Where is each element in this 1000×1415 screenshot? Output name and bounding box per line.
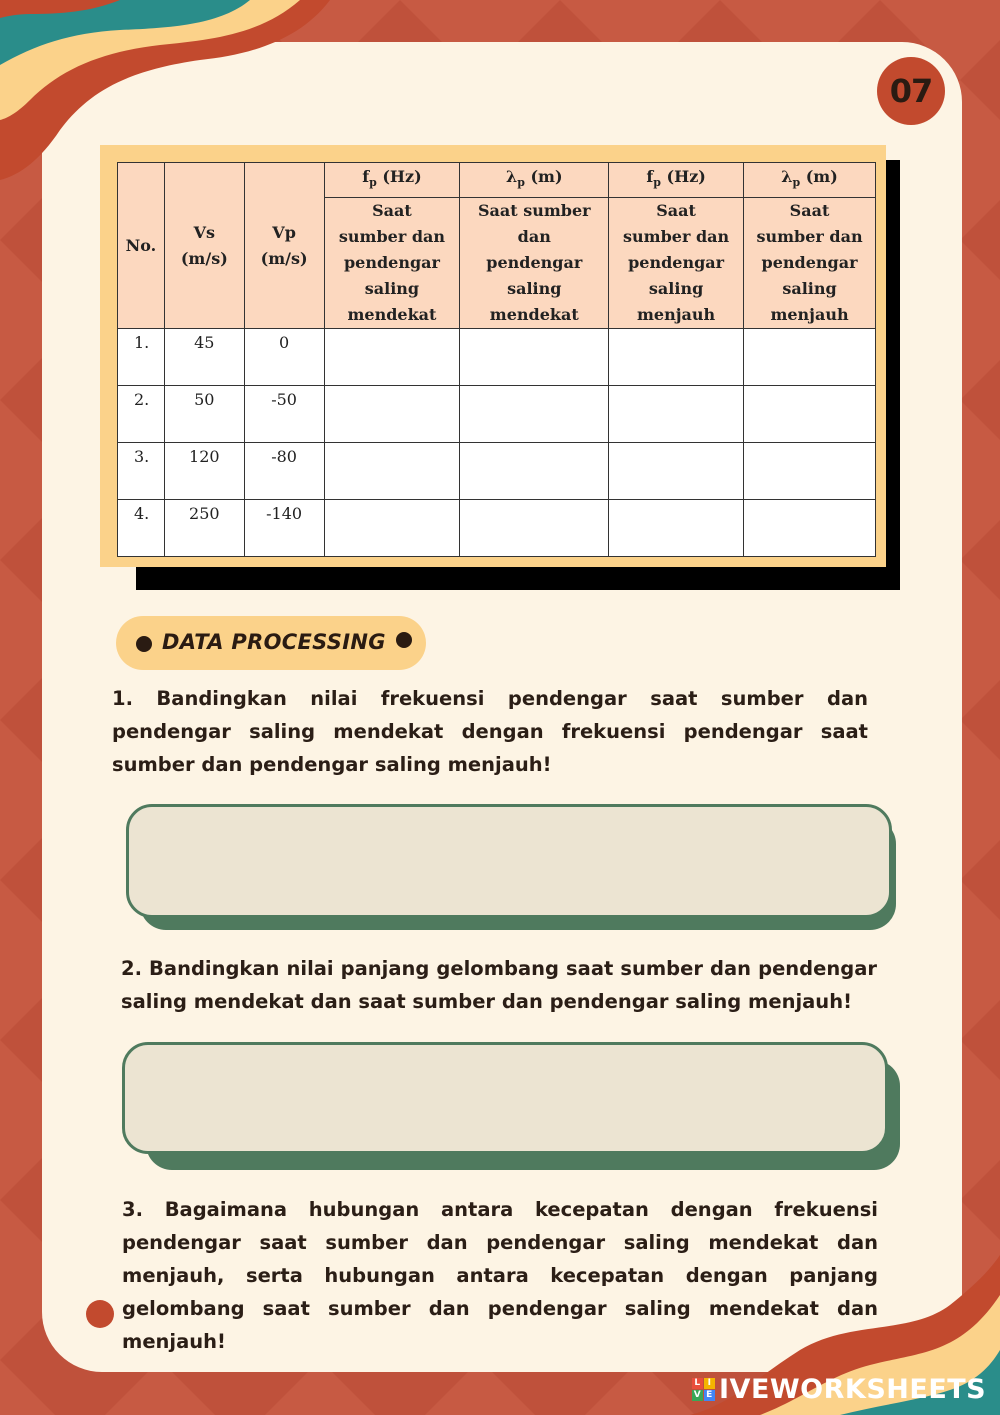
answer-cell[interactable] bbox=[460, 386, 609, 443]
header-fp-2: $f_p$ (Hz) bbox=[609, 163, 744, 198]
answer-cell[interactable] bbox=[609, 443, 744, 500]
table-row bbox=[118, 386, 876, 443]
question-2: 2. Bandingkan nilai panjang gelombang saat sumber dan pendengar saling mendekat dan saat sumber dan pendengar saling menjauh! bbox=[121, 957, 877, 1013]
answer-cell[interactable] bbox=[744, 500, 876, 557]
answer-cell[interactable] bbox=[609, 500, 744, 557]
cell-no: 1. bbox=[118, 329, 165, 386]
answer-cell[interactable] bbox=[609, 386, 744, 443]
section-label-pill bbox=[116, 616, 426, 670]
answer-cell[interactable] bbox=[744, 329, 876, 386]
header-vp: Vp (m/s) bbox=[244, 163, 324, 329]
bullet-dot bbox=[136, 636, 152, 652]
cell-vs: 50 bbox=[164, 386, 244, 443]
data-table bbox=[117, 162, 876, 557]
bullet-dot bbox=[396, 632, 412, 648]
header-lp-1: $\lambda_p$ (m) bbox=[460, 163, 609, 198]
answer-box-2[interactable] bbox=[122, 1042, 888, 1154]
table-row bbox=[118, 443, 876, 500]
section-label: DATA PROCESSING bbox=[162, 630, 386, 654]
page-number-badge: 07 bbox=[877, 57, 945, 125]
subheader-approach-fp: Saat sumber dan pendengar saling mendekat bbox=[324, 198, 460, 329]
cell-vp: -50 bbox=[244, 386, 324, 443]
cell-no: 3. bbox=[118, 443, 165, 500]
decorative-dot bbox=[86, 1300, 114, 1328]
answer-cell[interactable] bbox=[324, 500, 460, 557]
question-1: 1. Bandingkan nilai frekuensi pendengar saat sumber dan pendengar saling mendekat dengan frekuensi pendengar saat sumber dan pendengar saling menjauh! bbox=[112, 687, 868, 776]
answer-cell[interactable] bbox=[324, 443, 460, 500]
liveworksheets-logo: L I V E IVEWORKSHEETS bbox=[693, 1374, 987, 1405]
answer-box-1[interactable] bbox=[126, 804, 892, 918]
subheader-approach-lp: Saat sumber dan pendengar saling mendekat bbox=[460, 198, 609, 329]
answer-cell[interactable] bbox=[609, 329, 744, 386]
cell-vp: -80 bbox=[244, 443, 324, 500]
answer-cell[interactable] bbox=[460, 500, 609, 557]
cell-no: 2. bbox=[118, 386, 165, 443]
table-row bbox=[118, 329, 876, 386]
header-vs: Vs (m/s) bbox=[164, 163, 244, 329]
answer-cell[interactable] bbox=[744, 386, 876, 443]
header-fp-1: $f_p$ (Hz) bbox=[324, 163, 460, 198]
cell-vp: 0 bbox=[244, 329, 324, 386]
header-lp-2: $\lambda_p$ (m) bbox=[744, 163, 876, 198]
header-no: No. bbox=[118, 163, 165, 329]
cell-vs: 120 bbox=[164, 443, 244, 500]
cell-vs: 45 bbox=[164, 329, 244, 386]
question-3: 3. Bagaimana hubungan antara kecepatan dengan frekuensi pendengar saat sumber dan pendengar saling mendekat dan menjauh, serta hubungan antara kecepatan dengan panjang gelombang saat sumber dan pendengar saling mendekat dan menjauh! bbox=[122, 1198, 878, 1353]
subheader-recede-lp: Saat sumber dan pendengar saling menjauh bbox=[744, 198, 876, 329]
subheader-recede-fp: Saat sumber dan pendengar saling menjauh bbox=[609, 198, 744, 329]
cell-vp: -140 bbox=[244, 500, 324, 557]
cell-no: 4. bbox=[118, 500, 165, 557]
answer-cell[interactable] bbox=[324, 329, 460, 386]
cell-vs: 250 bbox=[164, 500, 244, 557]
answer-cell[interactable] bbox=[744, 443, 876, 500]
logo-icon: L I V E bbox=[692, 1378, 715, 1401]
answer-cell[interactable] bbox=[460, 329, 609, 386]
answer-cell[interactable] bbox=[324, 386, 460, 443]
answer-cell[interactable] bbox=[460, 443, 609, 500]
table-row bbox=[118, 500, 876, 557]
